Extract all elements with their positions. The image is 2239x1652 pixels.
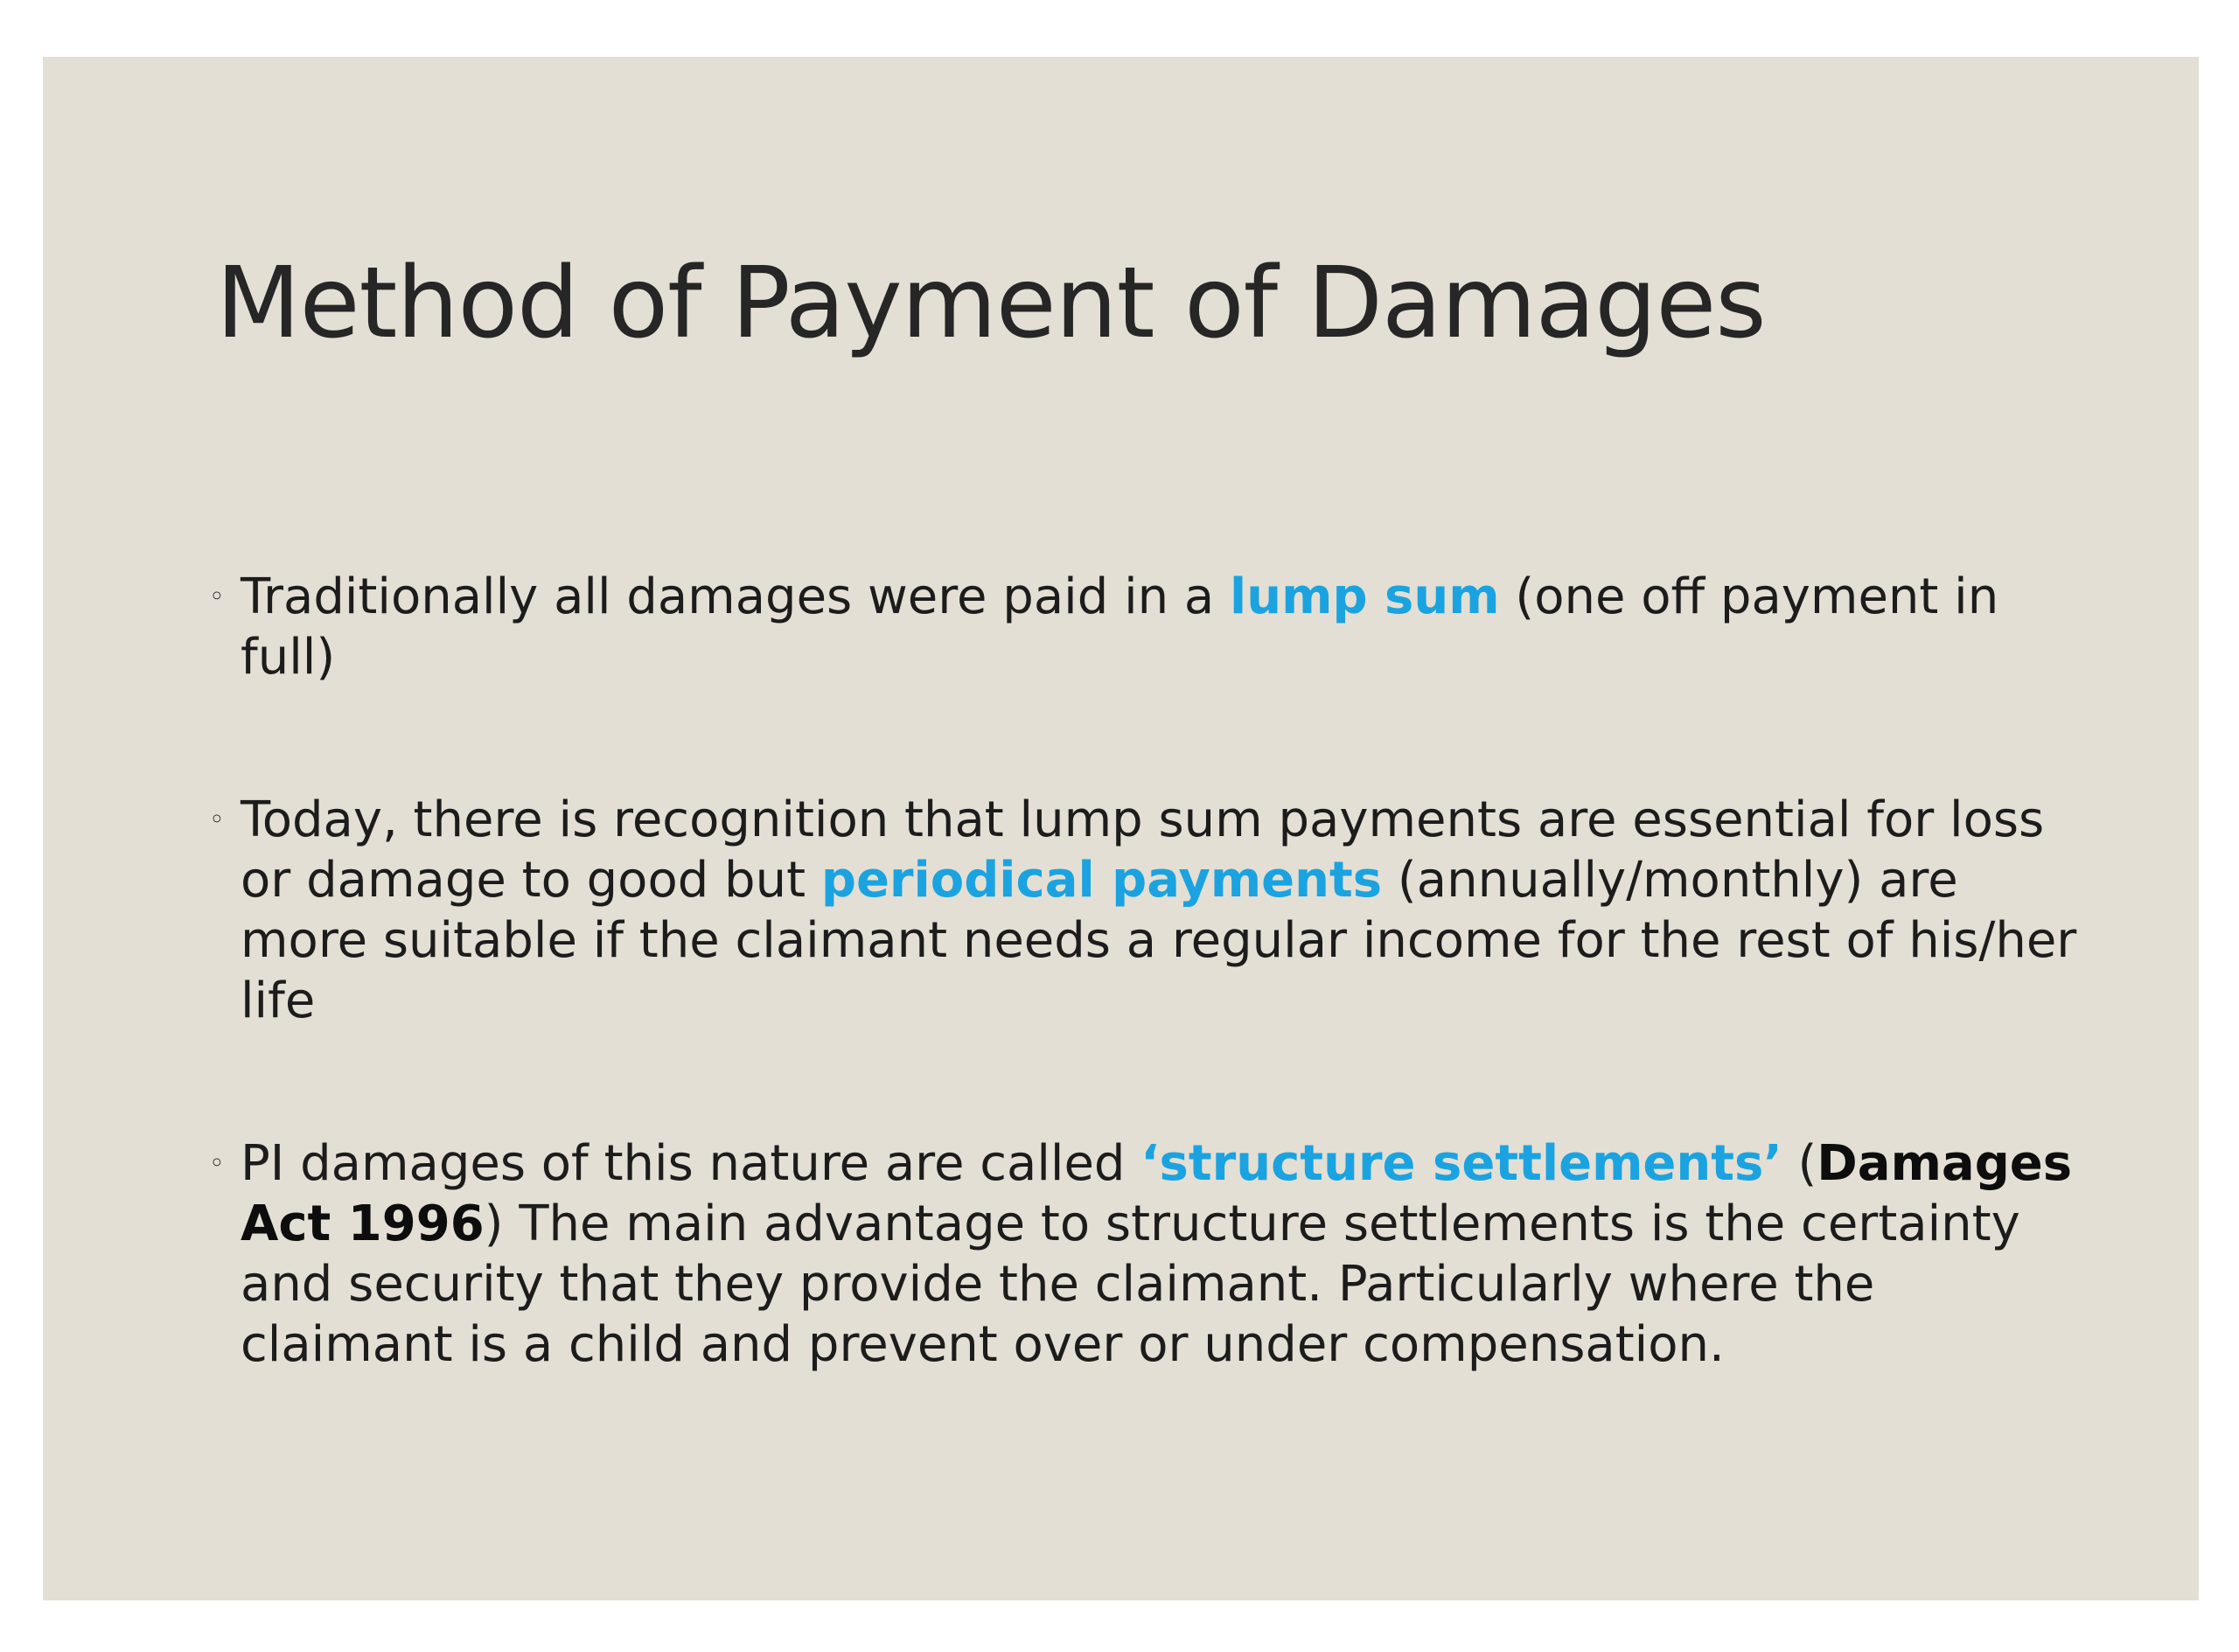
highlight-term: lump sum xyxy=(1230,568,1500,625)
highlight-term: periodical payments xyxy=(820,852,1383,909)
highlight-term: ‘structure settlements’ xyxy=(1140,1135,1782,1192)
bullet-text: ( xyxy=(1782,1135,1817,1192)
bullet-list xyxy=(209,567,2098,1375)
bullet-text: Today, there is recognition that lump sum payments are essential for loss or damage to good but xyxy=(241,791,2045,909)
bullet-periodical-payments xyxy=(209,790,2098,1031)
slide xyxy=(43,57,2199,1600)
bullet-text: (one off payment in full) xyxy=(241,568,1999,686)
bullet-icon: ◦ xyxy=(209,1148,225,1179)
bullet-text: PI damages of this nature are called xyxy=(241,1135,1141,1192)
act-citation: Damages Act 1996 xyxy=(241,1135,2073,1252)
bullet-text: Traditionally all damages were paid in a xyxy=(241,568,1231,625)
bullet-text: ) The main advantage to structure settlements is the certainty and security that they provide the claimant. Particularly where the claimant is a child and prevent over or under compensation. xyxy=(241,1195,2020,1373)
bullet-icon: ◦ xyxy=(209,582,225,612)
bullet-text: (annually/monthly) are more suitable if the claimant needs a regular income for the rest of his/her life xyxy=(241,852,2077,1029)
slide-title: Method of Payment of Damages xyxy=(216,247,1766,360)
bullet-icon: ◦ xyxy=(209,805,225,835)
bullet-structure-settlements xyxy=(209,1133,2098,1375)
bullet-lump-sum xyxy=(209,567,2098,687)
